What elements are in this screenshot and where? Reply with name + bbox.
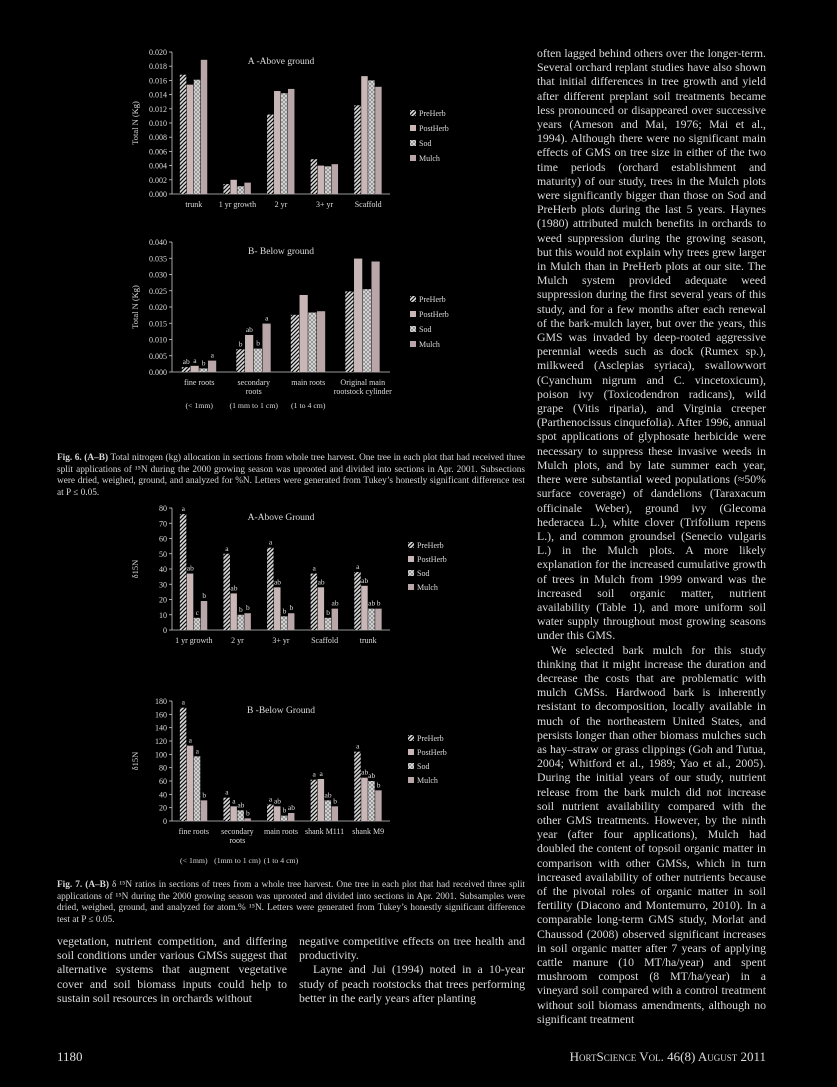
x-size-note: (< 1mm) [185,401,214,410]
legend-swatch [410,311,416,317]
significance-letter: a [356,562,360,572]
bar-preherb [223,184,229,194]
y-tick-label: 0.035 [149,254,167,264]
legend-swatch [408,542,414,548]
y-axis-label: Total N (Kg) [130,285,140,329]
x-category-label: 3+ yr [316,200,334,209]
y-tick-label: 0.016 [149,76,167,86]
bar-sod [237,615,243,630]
x-category-label: rootstock cylinder [333,387,392,396]
bar-sod [199,368,207,372]
significance-letter: ab [317,577,325,587]
bar-sod [194,756,200,821]
legend-swatch [410,125,416,131]
y-tick-label: 0 [163,817,167,826]
significance-letter: ab [331,598,339,608]
x-category-label: secondary [237,378,270,387]
text-column-2 [299,934,525,1005]
significance-letter: b [289,603,294,613]
y-tick-label: 0.008 [149,133,167,143]
significance-letter: ab [237,800,245,810]
y-tick-label: 0.014 [149,90,167,100]
col2-paragraph-1: negative competitive effects on tree health and productivity. [299,934,525,963]
bar-postherb [361,586,367,630]
bar-mulch [201,800,207,821]
fig6a-chart [130,44,470,229]
x-category-label: 1 yr growth [218,200,257,209]
bar-preherb [345,291,353,372]
bar-postherb [274,806,280,821]
significance-letter: ab [368,598,376,608]
y-axis-label: Total N (Kg) [130,101,140,145]
bar-mulch [375,609,381,630]
bar-sod [363,289,371,372]
x-category-label: shank M9 [352,827,385,836]
significance-letter: a [225,787,229,797]
fig7a-chart [130,500,470,660]
bar-preherb [267,804,273,821]
text-column-3 [537,46,766,1026]
col3-paragraph-1: often lagged behind others over the longer-term. Several orchard replant studies have also shown that initial differences in tree growth and yield after different preplant soil treatments became less pronounced or disappeared over successive years (Arneson and Mai, 1976; Mai et al., 1994). Although there were no significant main effects of GMS on tree size in either of the two time periods (orchard establishment and maturity) of our study, trees in the Mulch plots were significantly bigger than those on Sod and PreHerb plots during the last 5 years. Haynes (1980) attributed mulch benefits in orchards to weed suppression during the growing season, but this would not explain why trees grew larger in Mulch than in PreHerb plots at our site. The Mulch system provided adequate weed suppression during the first several years of this study, and for a few months after each renewal of the bark-mulch layer, but over the years, this GMS was invaded by deep-rooted aggressive perennial weeds such as dock (Rumex sp.), milkweed (Asclepias syriaca), swallowwort (Cyanchum nigrum and C. vincetoxicum), poison ivy (Toxicodendron radicans), wild grape (Vitis riparia), and Virginia creeper (Parthenocissus cinquefolia). After 1996, annual spot applications of glyphosate herbicide were necessary to suppress these invasive weeds in Mulch plots, and by late summer each year, there were substantial weed populations (≈50% surface coverage) of dandelions (Taraxacum officinale Weber), ground ivy (Glecoma hederacea L.), white clover (Trifolium repens L.), and common groundsel (Senecio vulgaris L.) in the Mulch plots. A more likely explanation for the increased cumulative growth of trees in Mulch from 1999 onward was the increased soil organic matter, nutrient availability (Table 1), and more uniform soil water supply throughout most growing seasons under this GMS. [537,46,766,643]
y-tick-label: 0.005 [149,351,167,361]
x-category-label: Scaffold [354,200,382,209]
legend-swatch [408,777,414,783]
significance-letter: ab [245,324,253,334]
bar-postherb [230,180,236,194]
y-tick-label: 0.018 [149,62,167,72]
x-category-label: main roots [291,378,326,387]
y-tick-label: 30 [159,580,167,590]
significance-letter: ab [273,577,282,587]
bar-mulch [262,324,270,372]
legend-label: PreHerb [417,541,444,550]
legend-swatch [408,735,414,741]
col2-paragraph-2: Layne and Jui (1994) noted in a 10-year study of peach rootstocks that trees performing better in the early years after planting [299,962,525,1005]
x-category-label: trunk [185,200,203,209]
y-tick-label: 70 [159,519,167,529]
y-tick-label: 20 [159,803,167,813]
legend-swatch [410,326,416,332]
chart-title: B- Below ground [248,247,314,257]
bar-sod [281,616,287,630]
legend-label: PreHerb [419,109,446,118]
bar-postherb [245,335,253,372]
significance-letter: a [268,537,273,547]
bar-sod [308,313,316,372]
bar-mulch [201,60,207,194]
legend-label: Sod [417,569,430,578]
legend-swatch [408,570,414,576]
significance-letter: ab [273,796,282,806]
y-tick-label: 160 [155,710,167,720]
significance-letter: b [333,796,337,806]
legend-swatch [408,749,414,755]
x-category-label: roots [229,836,246,845]
chart-title: B -Below Ground [246,706,316,716]
y-axis-label: δ15N [130,559,140,579]
fig7b-chart [130,693,470,873]
legend-swatch [410,140,416,146]
bar-mulch [244,613,250,630]
fig7-caption [57,880,525,926]
y-tick-label: 0.010 [149,119,167,128]
bar-preherb [223,554,229,630]
bar-sod [368,609,374,630]
legend-swatch [408,763,414,769]
x-category-label: trunk [359,636,377,645]
y-tick-label: 0.010 [149,335,167,345]
fig7-caption-text: δ ¹⁵N ratios in sections of trees from a whole tree harvest. One tree in each plot that had received three split applications of ¹⁵N during the 2000 growing season was uprooted and divided into sections in Apr. 2001. Subsamples were dried, weighed, ground, and analyzed for atom.% ¹⁵N. Letters were generated from Tukey’s honestly significant difference test at P ≤ 0.05. [57,880,525,925]
y-tick-label: 20 [159,595,167,605]
bar-preherb [267,548,273,630]
bar-postherb [191,366,199,372]
chart-title: A -Above ground [247,57,315,67]
legend-swatch [408,556,414,562]
y-tick-label: 0.015 [149,319,167,329]
significance-letter: b [245,603,250,613]
y-tick-label: 140 [155,723,167,733]
y-tick-label: 0.006 [149,147,167,157]
bar-sod [368,781,374,821]
bar-mulch [332,609,338,630]
bar-postherb [230,806,236,821]
significance-letter: a [312,563,316,573]
significance-letter: a [193,355,197,365]
x-size-note: (1 to 4 cm) [263,856,299,865]
text-column-1 [57,934,287,1005]
legend-swatch [408,584,414,590]
significance-letter: b [282,606,287,616]
y-tick-label: 0.030 [149,270,167,280]
significance-letter: c [195,607,199,617]
x-size-note: (1 mm to 1 cm) [229,401,279,410]
fig6-caption-label: Fig. 6. (A–B) [57,453,109,463]
significance-letter: ab [287,803,296,812]
significance-letter: a [356,741,360,751]
bar-postherb [274,587,280,630]
significance-letter: a [195,746,199,756]
x-category-label: shank M111 [305,827,345,836]
significance-letter: b [202,591,207,601]
col1-paragraph: vegetation, nutrient competition, and differing soil conditions under various GMSs suggest that alternative systems that augment vegetative cover and soil biomass inputs could help to sustain soil resources in orchards without [57,934,287,1005]
x-category-label: main roots [264,827,298,836]
legend-label: PostHerb [417,748,447,757]
significance-letter: a [265,313,269,323]
y-tick-label: 10 [159,610,167,620]
bar-mulch [288,89,294,194]
y-tick-label: 0.000 [149,368,167,377]
bar-postherb [230,593,236,630]
fig7-caption-label: Fig. 7. (A–B) [57,880,109,890]
x-category-label: secondary [221,827,254,836]
significance-letter: a [268,794,273,804]
legend-label: PostHerb [419,124,449,133]
y-tick-label: 120 [155,737,167,746]
bar-sod [325,618,331,630]
y-tick-label: 0.012 [149,104,167,114]
legend-label: PostHerb [419,310,449,319]
significance-letter: b [201,358,206,368]
bar-sod [254,349,262,372]
bar-preherb [311,574,317,630]
significance-letter: b [239,604,243,614]
y-tick-label: 0.040 [149,238,167,247]
bar-preherb [180,708,186,821]
significance-letter: a [319,769,323,778]
significance-letter: b [238,339,243,349]
bar-sod [194,80,200,194]
chart-title: A-Above Ground [247,513,315,523]
y-tick-label: 80 [159,504,167,513]
fig6-caption-text: Total nitrogen (kg) allocation in sections from whole tree harvest. One tree in each plot that had received three split applications of ¹⁵N during the 2000 growing season was uprooted and divided into sections in Apr. 2001. Subsections were dried, weighed, ground, and analyzed for %N. Letters were generated from Tukey’s honestly significant difference test at P ≤ 0.05. [57,453,525,498]
x-size-note: (1 to 4 cm) [291,401,326,410]
bar-postherb [274,91,280,194]
bar-mulch [371,262,379,373]
bar-mulch [375,790,381,821]
legend-label: Mulch [417,776,438,785]
y-tick-label: 40 [159,565,167,574]
bar-mulch [201,601,207,630]
y-tick-label: 0 [163,626,167,635]
legend-label: Sod [419,325,432,334]
bar-sod [325,166,331,194]
significance-letter: ab [361,767,369,777]
legend-label: PreHerb [419,295,446,304]
bar-postherb [354,259,362,372]
bar-sod [194,618,200,630]
y-tick-label: 50 [159,549,167,559]
bar-preherb [267,114,273,194]
legend-swatch [410,155,416,161]
y-tick-label: 0.004 [149,161,167,171]
bar-sod [368,80,374,194]
y-tick-label: 40 [159,790,167,800]
col3-paragraph-2: We selected bark mulch for this study thinking that it might increase the duration and decrease the costs that are problematic with mulch GMSs. Hardwood bark is inherently resistant to decomposition, locally available in much of the northeastern United States, and persists longer than other biomass mulches such as hay–straw or grass clippings (Goh and Tutua, 2004; Whitford et al., 1989; Yao et al., 2005). During the initial years of our study, nutrient release from the bark mulch did not increase soil nutrient availability compared with the other GMS treatments. However, by the ninth year (after four applications), Mulch had doubled the content of topsoil organic matter in comparison with other GMSs, which in turn increased availability of other nutrients because of the pivotal roles of organic matter in soil fertility (Diacono and Montemurro, 2010). In a comparable long-term GMS study, Morlat and Chaussod (2008) observed significant increases in soil organic matter after 7 years of applying cattle manure (10 MT/ha/year) and spent mushroom compost (8 MT/ha/year) in a vineyard soil compared with a control treatment without soil biomass amendments, although no significant treatment [537,642,766,1026]
significance-letter: a [225,543,229,553]
significance-letter: b [326,607,330,617]
legend-swatch [410,110,416,116]
significance-letter: ab [182,357,190,367]
significance-letter: b [376,598,381,608]
bar-sod [281,816,287,821]
bar-postherb [361,76,367,194]
y-tick-label: 0.025 [149,286,167,296]
legend-label: PostHerb [417,555,447,564]
x-size-note: (< 1mm) [180,856,208,865]
bar-postherb [318,779,324,821]
y-tick-label: 180 [155,697,167,706]
significance-letter: ab [368,771,376,780]
significance-letter: b [256,338,260,348]
bar-sod [325,800,331,821]
significance-letter: a [181,504,186,514]
bar-postherb [361,778,367,821]
significance-letter: b [245,808,250,818]
bar-preherb [354,572,360,630]
bar-preherb [236,349,244,372]
x-category-label: fine roots [184,378,215,387]
significance-letter: ab [324,790,332,800]
bar-preherb [182,367,190,372]
bar-sod [237,186,243,194]
y-tick-label: 0.002 [149,175,167,185]
bar-preherb [311,159,317,194]
bar-postherb [318,166,324,194]
bar-sod [237,810,243,821]
legend-label: Sod [419,139,432,148]
y-tick-label: 0.020 [149,48,167,57]
bar-mulch [288,613,294,630]
legend-swatch [410,341,416,347]
x-category-label: 3+ yr [272,636,290,645]
x-category-label: fine roots [178,827,210,836]
bar-mulch [208,361,216,372]
y-tick-label: 100 [155,750,167,760]
significance-letter: ab [230,583,238,593]
x-category-label: 1 yr growth [175,636,213,645]
legend-label: PreHerb [417,734,444,743]
bar-postherb [318,587,324,630]
legend-label: Mulch [419,154,440,163]
bar-preherb [180,514,186,630]
significance-letter: a [232,796,236,806]
bar-preherb [311,780,317,821]
bar-postherb [300,295,308,372]
bar-mulch [375,87,381,194]
bar-postherb [187,85,193,194]
bar-mulch [288,813,294,821]
significance-letter: ab [186,563,194,573]
fig6b-chart [130,234,470,444]
y-tick-label: 0.020 [149,303,167,312]
significance-letter: a [188,735,192,745]
legend-label: Mulch [417,583,438,592]
x-category-label: 2 yr [274,200,288,209]
y-tick-label: 80 [159,763,167,773]
bar-sod [281,93,287,194]
y-tick-label: 60 [159,534,167,544]
bar-preherb [180,75,186,194]
journal-footer: HortScience Vol. 46(8) August 2011 [569,1049,766,1064]
bar-preherb [291,315,299,372]
bar-preherb [354,105,360,194]
bar-mulch [332,806,338,821]
significance-letter: ab [361,575,369,585]
bar-preherb [354,752,360,821]
legend-swatch [410,296,416,302]
bar-mulch [244,818,250,821]
significance-letter: a [210,350,215,360]
x-category-label: Scaffold [311,636,339,645]
x-category-label: roots [245,387,262,396]
bar-postherb [187,746,193,821]
bar-mulch [244,183,250,194]
y-tick-label: 60 [159,777,167,786]
legend-label: Mulch [419,340,440,349]
x-category-label: Original main [340,378,386,387]
bar-postherb [187,574,193,630]
legend-label: Sod [417,762,430,771]
significance-letter: b [202,790,207,800]
significance-letter: a [312,769,316,779]
y-tick-label: 0.000 [149,190,167,199]
bar-mulch [332,164,338,194]
x-size-note: (1mm to 1 cm) [214,856,261,865]
y-axis-label: δ15N [130,751,140,771]
bar-preherb [223,798,229,821]
fig6-caption [57,453,525,499]
significance-letter: a [181,697,186,707]
page-number: 1180 [57,1049,83,1064]
bar-mulch [317,311,325,372]
x-category-label: 2 yr [231,636,244,645]
significance-letter: b [282,805,287,815]
significance-letter: b [376,780,381,790]
